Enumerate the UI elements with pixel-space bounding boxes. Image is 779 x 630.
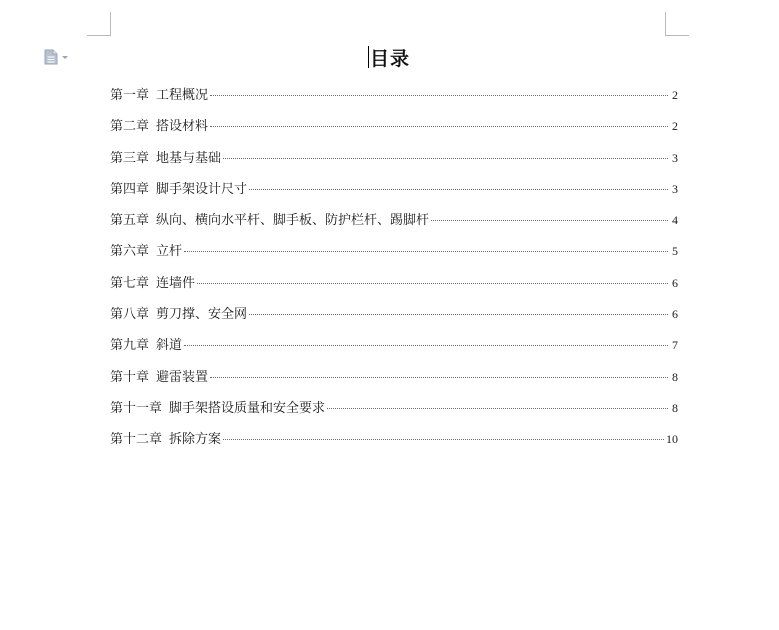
toc-entry[interactable] — [110, 428, 678, 459]
toc-dot-leader — [184, 251, 668, 252]
toc-dot-leader — [431, 220, 668, 221]
toc-entry-title: 拆除方案 — [169, 432, 222, 448]
chevron-down-icon — [62, 56, 68, 59]
toc-page-number: 3 — [672, 181, 678, 196]
toc-dot-leader — [184, 345, 668, 346]
toc-page-number: 5 — [672, 244, 678, 259]
toc-entry-title: 剪刀撑、安全网 — [156, 307, 248, 323]
toc-chapter-number: 第六章 — [110, 244, 150, 260]
toc-chapter-number: 第十章 — [110, 369, 150, 385]
toc-entry[interactable] — [110, 334, 678, 365]
toc-entry-title: 避雷装置 — [156, 369, 209, 385]
toc-dot-leader — [197, 283, 668, 284]
text-cursor — [368, 46, 369, 68]
toc-entry[interactable] — [110, 115, 678, 146]
toc-page-number: 2 — [672, 119, 678, 134]
toc-entry-title: 地基与基础 — [156, 150, 222, 166]
crop-mark-top-right — [665, 12, 689, 36]
toc-chapter-number: 第十一章 — [110, 400, 163, 416]
toc-page-number: 8 — [672, 369, 678, 384]
toc-entry[interactable] — [110, 209, 678, 240]
toc-dot-leader — [210, 377, 668, 378]
toc-chapter-number: 第五章 — [110, 213, 150, 229]
toc-chapter-number: 第二章 — [110, 119, 150, 135]
toc-entry-title: 纵向、横向水平杆、脚手板、防护栏杆、踢脚杆 — [156, 213, 430, 229]
toc-page-number: 6 — [672, 307, 678, 322]
table-of-contents — [110, 84, 678, 460]
toc-chapter-number: 第九章 — [110, 338, 150, 354]
toc-chapter-number: 第四章 — [110, 181, 150, 197]
toc-entry-title: 搭设材料 — [156, 119, 209, 135]
toc-entry[interactable] — [110, 272, 678, 303]
toc-page-number: 3 — [672, 150, 678, 165]
toc-dot-leader — [249, 314, 668, 315]
toc-chapter-number: 第三章 — [110, 150, 150, 166]
toc-entry-title: 斜道 — [156, 338, 183, 354]
toc-entry[interactable] — [110, 397, 678, 428]
toc-entry[interactable] — [110, 178, 678, 209]
toc-dot-leader — [223, 158, 668, 159]
toc-chapter-number: 第七章 — [110, 275, 150, 291]
document-options-button[interactable] — [44, 48, 74, 66]
toc-entry[interactable] — [110, 303, 678, 334]
toc-entry-title: 连墙件 — [156, 275, 196, 291]
toc-entry-title: 立杆 — [156, 244, 183, 260]
toc-entry[interactable] — [110, 147, 678, 178]
crop-mark-top-left — [87, 12, 111, 36]
toc-page-number: 4 — [672, 213, 678, 228]
toc-page-number: 6 — [672, 275, 678, 290]
toc-dot-leader — [327, 408, 668, 409]
toc-dot-leader — [223, 439, 664, 440]
toc-dot-leader — [210, 95, 668, 96]
toc-page-number: 8 — [672, 400, 678, 415]
toc-dot-leader — [249, 189, 668, 190]
toc-chapter-number: 第十二章 — [110, 432, 163, 448]
toc-dot-leader — [210, 126, 668, 127]
toc-page-number: 7 — [672, 338, 678, 353]
toc-entry[interactable] — [110, 84, 678, 115]
toc-entry[interactable] — [110, 366, 678, 397]
toc-page-number: 10 — [666, 432, 678, 447]
toc-entry[interactable] — [110, 240, 678, 271]
toc-chapter-number: 第八章 — [110, 307, 150, 323]
toc-entry-title: 工程概况 — [156, 88, 209, 103]
document-icon — [44, 49, 58, 65]
toc-heading: 目录 — [370, 47, 411, 70]
toc-chapter-number: 第一章 — [110, 88, 150, 103]
title-line[interactable] — [368, 44, 410, 70]
toc-entry-title: 脚手架设计尺寸 — [156, 181, 248, 197]
toc-entry-title: 脚手架搭设质量和安全要求 — [169, 400, 326, 416]
toc-page-number: 2 — [672, 88, 678, 102]
